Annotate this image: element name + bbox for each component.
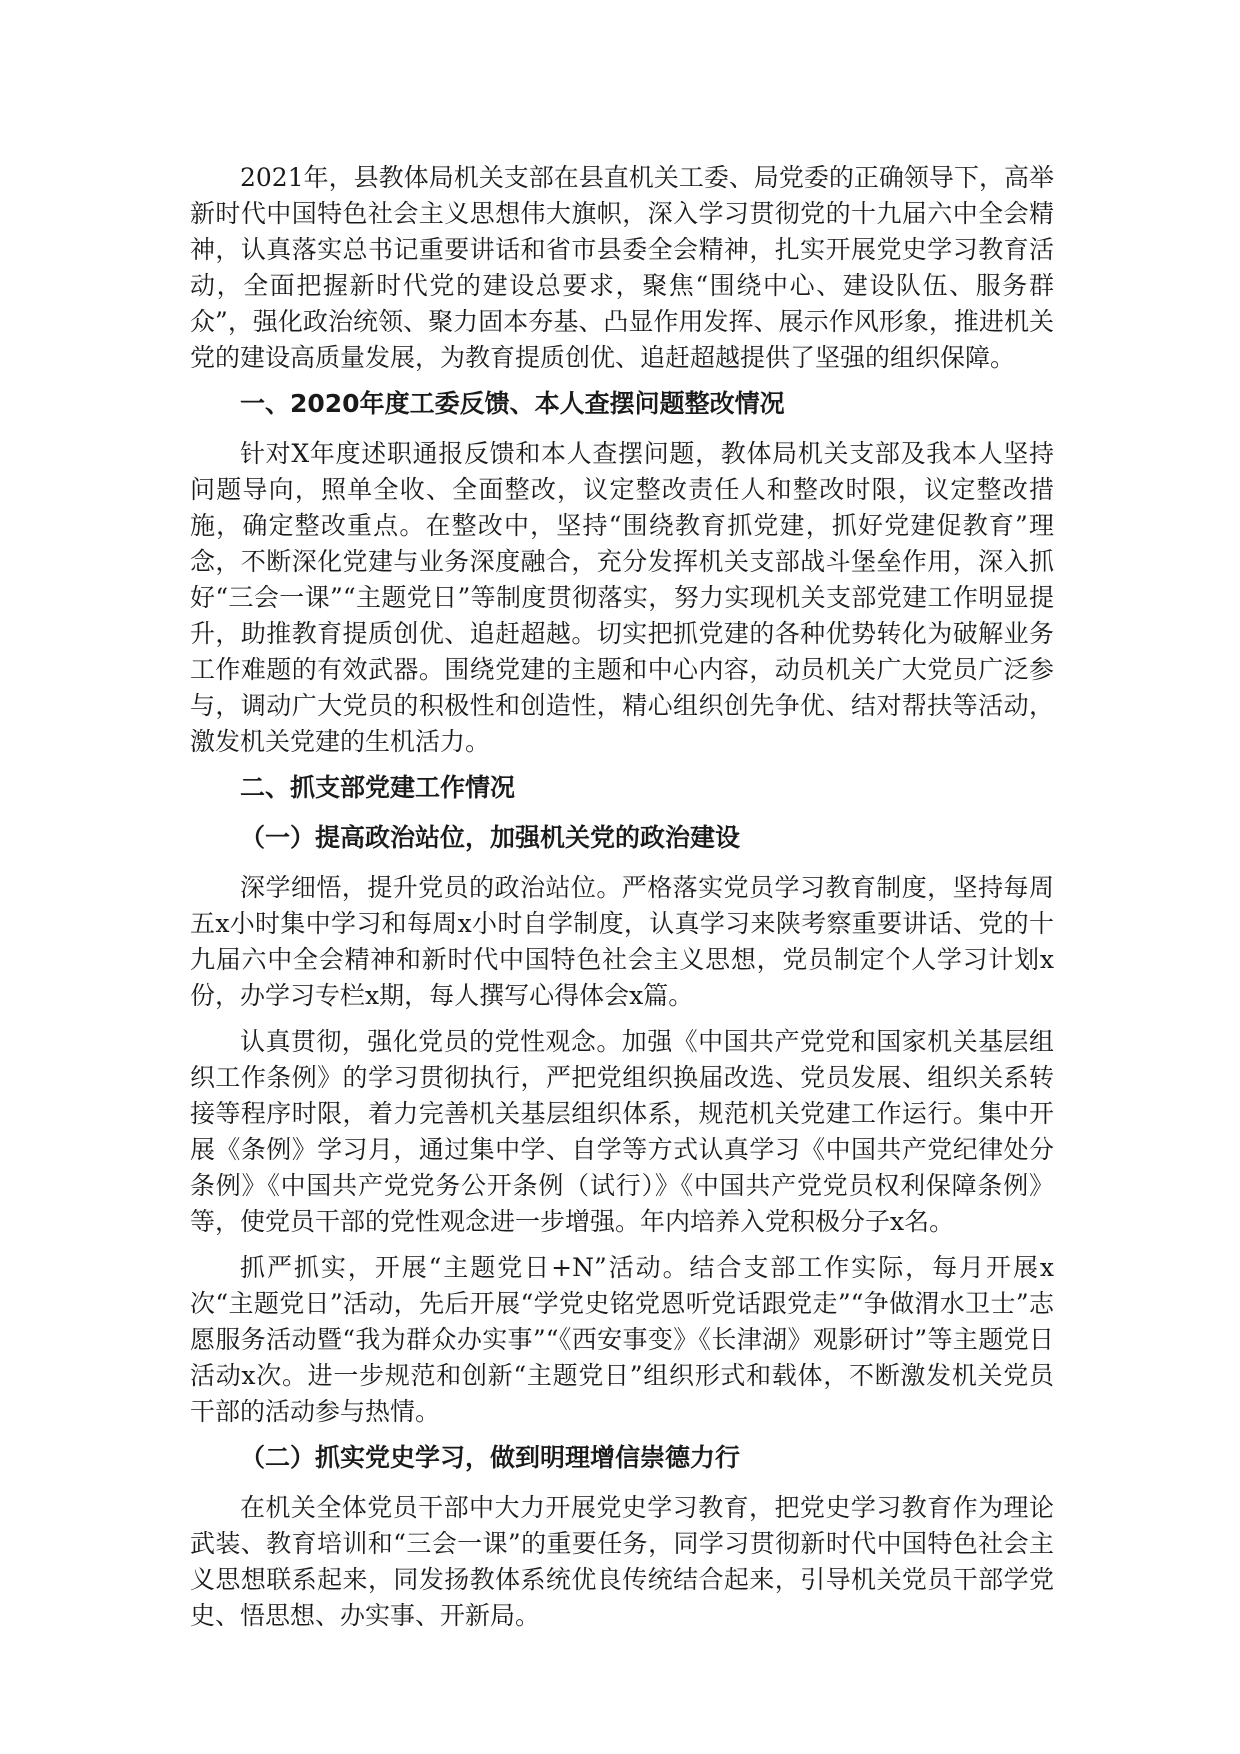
subsection-heading-political-building: （一）提高政治站位，加强机关党的政治建设	[240, 823, 741, 852]
political-study-paragraph: 深学细悟，提升党员的政治站位。严格落实党员学习教育制度，坚持每周五x小时集中学习和每周x小时自学制度，认真学习来陕考察重要讲话、党的十九届六中全会精神和新时代中国特色社会主义思想，党员制定个人学习计划x份，办学习专栏x期，每人撰写心得体会x篇。	[190, 873, 1054, 1010]
intro-paragraph: 2021年，县教体局机关支部在县直机关工委、局党委的正确领导下，高举新时代中国特色社会主义思想伟大旗帜，深入学习贯彻党的十九届六中全会精神，认真落实总书记重要讲话和省市县委全会精神，扎实开展党史学习教育活动，全面把握新时代党的建设总要求，聚焦“围绕中心、建设队伍、服务群众”，强化政治统领、聚力固本夯基、凸显作用发挥、展示作风形象，推进机关党的建设高质量发展，为教育提质创优、追赶超越提供了坚强的组织保障。	[190, 163, 1054, 372]
theme-party-day-paragraph: 抓严抓实，开展“主题党日+N”活动。结合支部工作实际，每月开展x次“主题党日”活动，先后开展“学党史铭党恩听党话跟党走”“争做渭水卫士”志愿服务活动暨“我为群众办实事”“《西安事变》《长津湖》观影研讨”等主题党日活动x次。进一步规范和创新“主题党日”组织形式和载体，不断激发机关党员干部的活动参与热情。	[190, 1253, 1054, 1426]
subsection-heading-party-history: （二）抓实党史学习，做到明理增信崇德力行	[240, 1443, 741, 1472]
party-spirit-paragraph: 认真贯彻，强化党员的党性观念。加强《中国共产党党和国家机关基层组织工作条例》的学习贯彻执行，严把党组织换届改选、党员发展、组织关系转接等程序时限，着力完善机关基层组织体系，规范机关党建工作运行。集中开展《条例》学习月，通过集中学、自学等方式认真学习《中国共产党纪律处分条例》《中国共产党党务公开条例（试行）》《中国共产党党员权利保障条例》等，使党员干部的党性观念进一步增强。年内培养入党积极分子x名。	[190, 1027, 1054, 1236]
section-heading-rectification: 一、2020年度工委反馈、本人查摆问题整改情况	[240, 389, 785, 418]
document-body	[190, 160, 1054, 1644]
rectification-paragraph: 针对X年度述职通报反馈和本人查摆问题，教体局机关支部及我本人坚持问题导向，照单全收、全面整改，议定整改责任人和整改时限，议定整改措施，确定整改重点。在整改中，坚持“围绕教育抓党建，抓好党建促教育”理念，不断深化党建与业务深度融合，充分发挥机关支部战斗堡垒作用，深入抓好“三会一课”“主题党日”等制度贯彻落实，努力实现机关支部党建工作明显提升，助推教育提质创优、追赶超越。切实把抓党建的各种优势转化为破解业务工作难题的有效武器。围绕党建的主题和中心内容，动员机关广大党员广泛参与，调动广大党员的积极性和创造性，精心组织创先争优、结对帮扶等活动，激发机关党建的生机活力。	[190, 439, 1054, 756]
party-history-paragraph: 在机关全体党员干部中大力开展党史学习教育，把党史学习教育作为理论武装、教育培训和“三会一课”的重要任务，同学习贯彻新时代中国特色社会主义思想联系起来，同发扬教体系统优良传统结合起来，引导机关党员干部学党史、悟思想、办实事、开新局。	[190, 1493, 1054, 1630]
section-heading-party-building: 二、抓支部党建工作情况	[240, 773, 516, 802]
